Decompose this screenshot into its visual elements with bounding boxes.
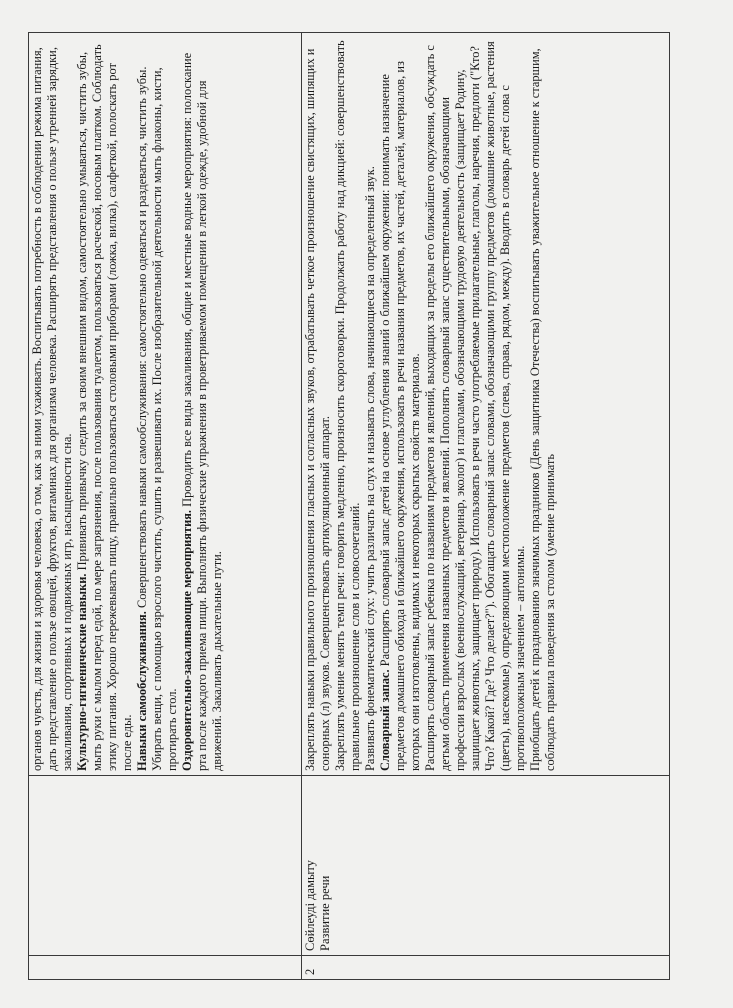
paragraph-text: Приобщать детей к празднованию значимых праздников (День защитника Отечества) воспитывать уважительное отношение к старшим, соблюдать правила поведения за столом (умение принимать [528,48,557,771]
paragraph [423,37,528,771]
paragraph [378,37,423,771]
paragraph-text: Расширять словарный запас детей на основе углубления знаний о ближайшем окружении: понимать назначение предметов домашнего обихода и ближайшего окружения, использовать в речи названия предметов, их частей, деталей, материалов, из которых они изготовлены, видимых и некоторых скрытых свойств материалов. [378,61,422,771]
paragraph [135,37,180,771]
paragraph-text: Совершенствовать навыки самообслуживания: самостоятельно одеваться и раздеваться, чистить зубы. Убирать вещи, с помощью взрослого чистить, сушить и развешивать их. После изобразительной деятельности мыть флаконы, кисти, протирать стол. [135,66,179,771]
section-title-cell [29,776,302,956]
paragraph [30,37,75,771]
paragraph-heading: Словарный запас. [378,669,392,771]
paragraph [303,37,333,771]
paragraph [333,37,363,771]
section-title-kz: Сөйлеуді дамыту [303,860,317,951]
section-title-ru: Развитие речи [318,875,332,951]
paragraph [75,37,135,771]
paragraph-heading: Культурно-гигиенические навыки. [75,573,89,771]
paragraph-text: органов чувств, для жизни и здоровья человека, о том, как за ними ухаживать. Воспитывать потребность в соблюдении режима питания, дать представление о пользе овощей, фруктов, витаминах для организма человека. Расширять представления о пользе утренней зарядки, закаливания, спортивных и подвижных игр, насыщенности сна. [30,47,74,771]
paragraph-heading: Оздоровительно-закаливающие мероприятия. [180,509,194,771]
row-number-cell [29,956,302,980]
paragraph-text: Закреплять умение менять темп речи: говорить медленно, произносить скороговорки. Продолжать работу над дикцией: совершенствовать правильное произношение слов и словосочетаний. [333,40,362,771]
program-table [28,32,670,980]
section-title-cell [302,776,670,956]
paragraph-text: Проводить все виды закаливания, общие и местные водные мероприятия: полоскание рта после каждого приема пищи. Выполнять физические упражнения в проветриваемом помещении в легкой одежде, удобной для движений. Закаливать дыхательные пути. [180,52,224,771]
content-cell [302,33,670,776]
paragraph-text: Прививать привычку следить за своим внешним видом, самостоятельно умываться, чистить зубы, мыть руки с мылом перед едой, по мере загрязнения, после пользования туалетом, пользоваться расческой, носовым платком. Соблюдать этику питания. Хорошо пережевывать пищу, правильно пользоваться столовыми приборами (ложка, вилка), салфеткой, полоскать рот после еды. [75,44,134,771]
paragraph [363,37,378,771]
paragraph-text: Закреплять навыки правильного произношения гласных и согласных звуков, отрабатывать четкое произношение свистящих, шипящих и сонорных (л) звуков. Совершенствовать артикуляционный аппарат. [303,48,332,771]
row-number-cell: 2 [302,956,670,980]
content-cell [29,33,302,776]
paragraph-text: Расширять словарный запас ребенка по названиям предметов и явлений, выходящих за пределы его ближайшего окружения, обсуждать с детьми область применения названных предметов и явлений. Пополнять словарный запас существительными, обозначающими профессии взрослых (военнослужащий, ветеринар, эколог) и глаголами, обозначающими трудовую деятельность (защищает Родину, защищает животных, защищает природу). Использовать в речи часто употребляемые прилагательные, глаголы, наречия, предлоги ("Кто? Что? Какой? Где? Что делает?"). Обогащать словарный запас словами, обозначающими группу предметов (домашние животные, растения (цветы), насекомые), определяющими местоположение предметов (слева, справа, рядом, между). Вводить в словарь детей слова с противоположным значением – антонимы. [423,41,527,771]
paragraph-text: Развивать фонематический слух: учить различать на слух и называть слова, начинающиеся на определенный звук. [363,166,377,771]
paragraph [180,37,225,771]
paragraph [528,37,558,771]
table-row [29,33,302,980]
table-row [302,33,670,980]
paragraph-heading: Навыки самообслуживания. [135,611,149,771]
